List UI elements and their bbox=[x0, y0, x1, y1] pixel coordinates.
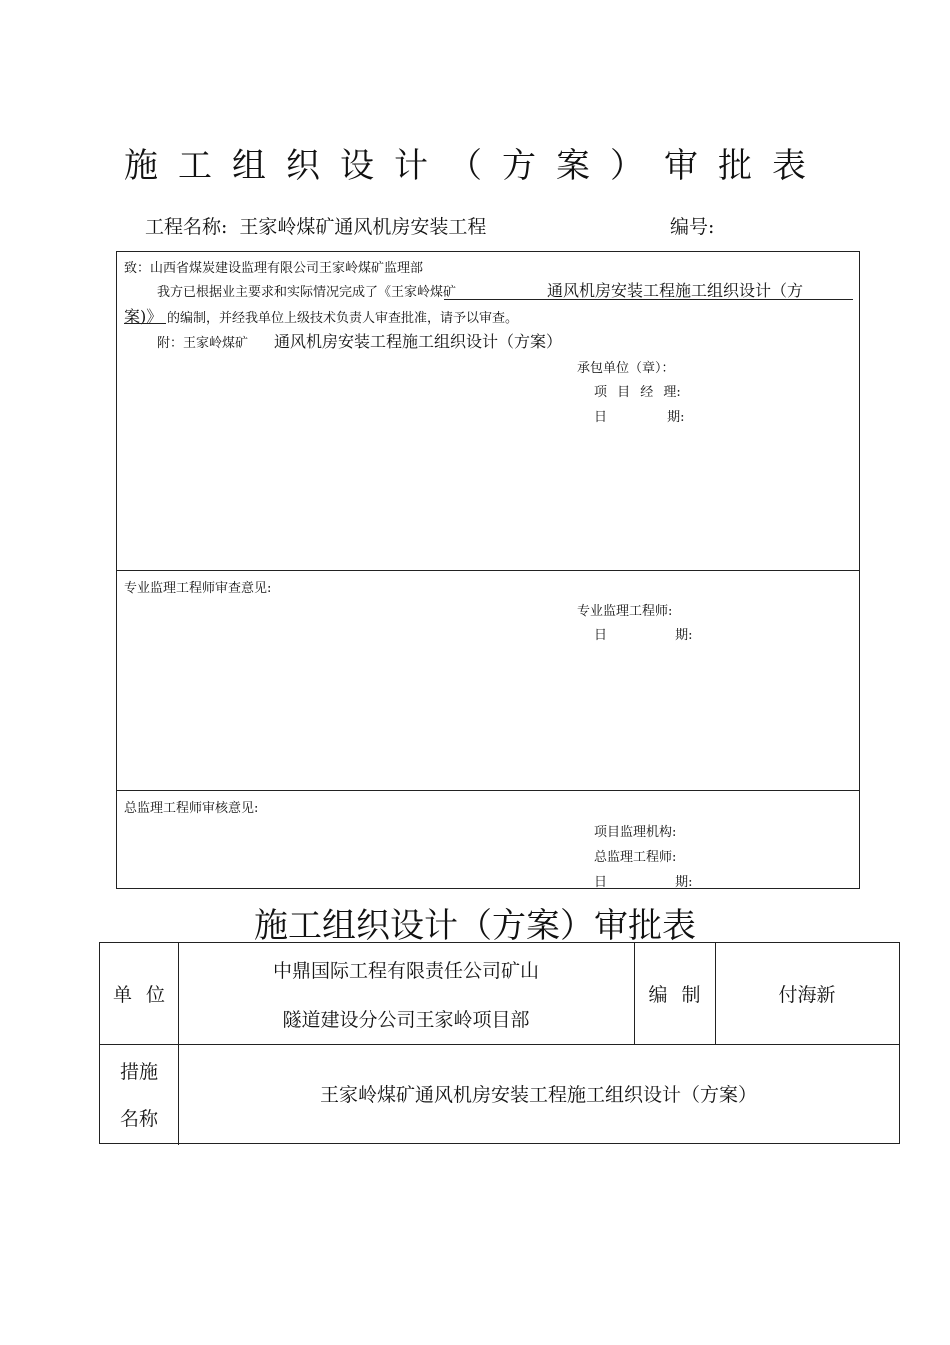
serial-number-label: 编号: bbox=[670, 216, 715, 238]
summary-table bbox=[99, 942, 900, 1144]
project-manager-label: 项 目 经 理: bbox=[594, 385, 681, 400]
unit-label-cell bbox=[100, 943, 178, 1044]
compiler-name: 付海新 bbox=[778, 984, 836, 1006]
chief-engineer-label: 总监理工程师: bbox=[594, 850, 677, 865]
engineer-date-label: 日 期: bbox=[594, 628, 693, 643]
measure-label-line1: 措施 bbox=[119, 1060, 158, 1083]
second-title: 施工组织设计（方案）审批表 bbox=[254, 906, 696, 946]
fill-underline bbox=[124, 323, 166, 324]
approval-form bbox=[116, 251, 860, 889]
engineer-sign-label: 专业监理工程师: bbox=[577, 604, 673, 619]
chief-review-section bbox=[117, 790, 859, 891]
attachment-label: 附：王家岭煤矿 bbox=[157, 336, 249, 351]
unit-line-1: 中鼎国际工程有限责任公司矿山 bbox=[272, 959, 539, 982]
fill-underline bbox=[444, 299, 853, 300]
measure-name-cell bbox=[178, 1044, 899, 1143]
compile-label-cell bbox=[634, 943, 715, 1044]
unit-value-cell bbox=[178, 943, 634, 1044]
project-name-value: 王家岭煤矿通风机房安装工程 bbox=[239, 216, 487, 238]
addressee-line: 致：山西省煤炭建设监理有限公司王家岭煤矿监理部 bbox=[124, 261, 424, 276]
contractor-section bbox=[117, 252, 859, 570]
project-name-line bbox=[145, 212, 486, 239]
submission-text-part1: 我方已根据业主要求和实际情况完成了《王家岭煤矿 bbox=[157, 285, 457, 300]
engineer-opinion-label: 专业监理工程师审查意见: bbox=[124, 581, 272, 596]
project-name-label: 工程名称: bbox=[145, 216, 228, 238]
page-title: 施工组织设计（方案）审批表 bbox=[124, 146, 826, 186]
attachment-name: 通风机房安装工程施工组织设计（方案） bbox=[274, 332, 563, 351]
chief-date-label: 日 期: bbox=[594, 875, 693, 890]
compile-label: 编 制 bbox=[648, 984, 701, 1006]
engineer-review-section bbox=[117, 570, 859, 791]
submission-doc-name: 通风机房安装工程施工组织设计（方 bbox=[547, 281, 804, 300]
compiler-cell bbox=[715, 943, 899, 1044]
measure-label-line2: 名称 bbox=[119, 1107, 158, 1130]
contractor-unit-label: 承包单位（章）： bbox=[577, 361, 675, 376]
date-label: 日 期: bbox=[594, 410, 685, 425]
supervision-org-label: 项目监理机构: bbox=[594, 825, 677, 840]
chief-opinion-label: 总监理工程师审核意见: bbox=[124, 801, 259, 816]
submission-text-part2: 的编制，并经我单位上级技术负责人审查批准，请予以审查。 bbox=[167, 311, 519, 326]
measure-name: 王家岭煤矿通风机房安装工程施工组织设计（方案） bbox=[319, 1084, 757, 1106]
unit-line-2: 隧道建设分公司王家岭项目部 bbox=[282, 1008, 530, 1031]
unit-label: 单 位 bbox=[112, 984, 166, 1006]
submission-doc-name-end: 案)》 bbox=[124, 307, 163, 326]
measure-label-cell bbox=[100, 1044, 178, 1143]
